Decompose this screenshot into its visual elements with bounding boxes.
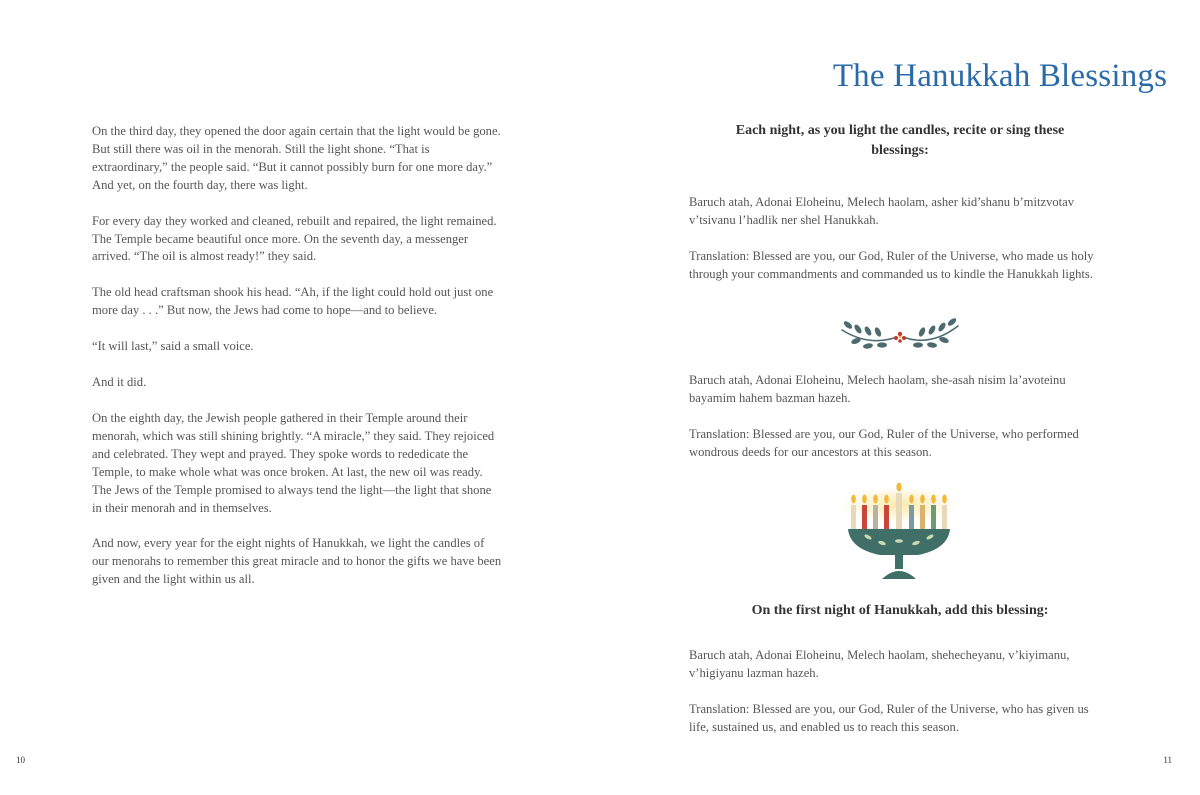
story-paragraph: On the third day, they opened the door again certain that the light would be gone. But still there was oil in the menorah. Still the light shone. “That is extraordinary,” the people said. “But it cannot possibly burn for one more day.” And yet, on the fourth day, there was light.: [92, 124, 501, 192]
story-paragraph: “It will last,” said a small voice.: [92, 339, 254, 354]
story-paragraph: For every day they worked and cleaned, rebuilt and repaired, the light remained. The Temple became beautiful once more. On the seventh day, a messenger arrived. “The oil is almost ready!” they said.: [92, 213, 497, 264]
first-night-heading: On the first night of Hanukkah, add this blessing:: [751, 603, 1049, 618]
leaf-sprig-icon: [838, 316, 962, 354]
menorah-icon: [838, 483, 960, 583]
page-title: The Hanukkah Blessings: [832, 58, 1168, 94]
page-number-left: 10: [16, 755, 25, 765]
story-paragraph: And now, every year for the eight nights of Hanukkah, we light the candles of our menorahs to remember this great miracle and to honor the gifts we have been given and the light within us all.: [92, 536, 502, 587]
page-number-right: 11: [1163, 755, 1172, 765]
translation-text: Translation: Blessed are you, our God, Ruler of the Universe, who performed wondrous deeds for our ancestors at this season.: [689, 426, 1079, 459]
story-text: [92, 123, 504, 607]
blessing-text: Baruch atah, Adonai Eloheinu, Melech haolam, asher kid’shanu b’mitzvotav v’tsivanu l’hadlik ner shel Hanukkah.: [689, 195, 1075, 227]
translation-text: Translation: Blessed are you, our God, Ruler of the Universe, who made us holy through your commandments and commanded us to kindle the Hanukkah lights.: [689, 248, 1094, 281]
story-paragraph: And it did.: [92, 375, 147, 390]
story-paragraph: The old head craftsman shook his head. “Ah, if the light could hold out just one more day . . .” But now, the Jews had come to hope—and to believe.: [92, 285, 494, 318]
blessing-block-3: [689, 647, 1109, 755]
right-page: [600, 0, 1200, 795]
blessing-block-1: [689, 194, 1109, 302]
story-paragraph: On the eighth day, the Jewish people gathered in their Temple around their menorah, which was still shining brightly. “A miracle,” they said. They rejoiced and celebrated. They wept and prayed. They spoke words to rededicate the Temple, to make whole what was once broken. At last, the new oil was ready. The Jews of the Temple promised to always tend the light—the light that shone in their menorah and in themselves.: [92, 410, 495, 515]
blessing-text: Baruch atah, Adonai Eloheinu, Melech haolam, shehecheyanu, v’kiyimanu, v’higiyanu lazman hazeh.: [689, 648, 1070, 680]
blessing-text: Baruch atah, Adonai Eloheinu, Melech haolam, she-asah nisim la’avoteinu bayamim hahem bazman hazeh.: [689, 373, 1066, 405]
blessing-block-2: [689, 372, 1109, 480]
blessings-intro: Each night, as you light the candles, recite or sing these blessings:: [735, 123, 1065, 158]
translation-text: Translation: Blessed are you, our God, Ruler of the Universe, who has given us life, sustained us, and enabled us to reach this season.: [689, 701, 1089, 734]
